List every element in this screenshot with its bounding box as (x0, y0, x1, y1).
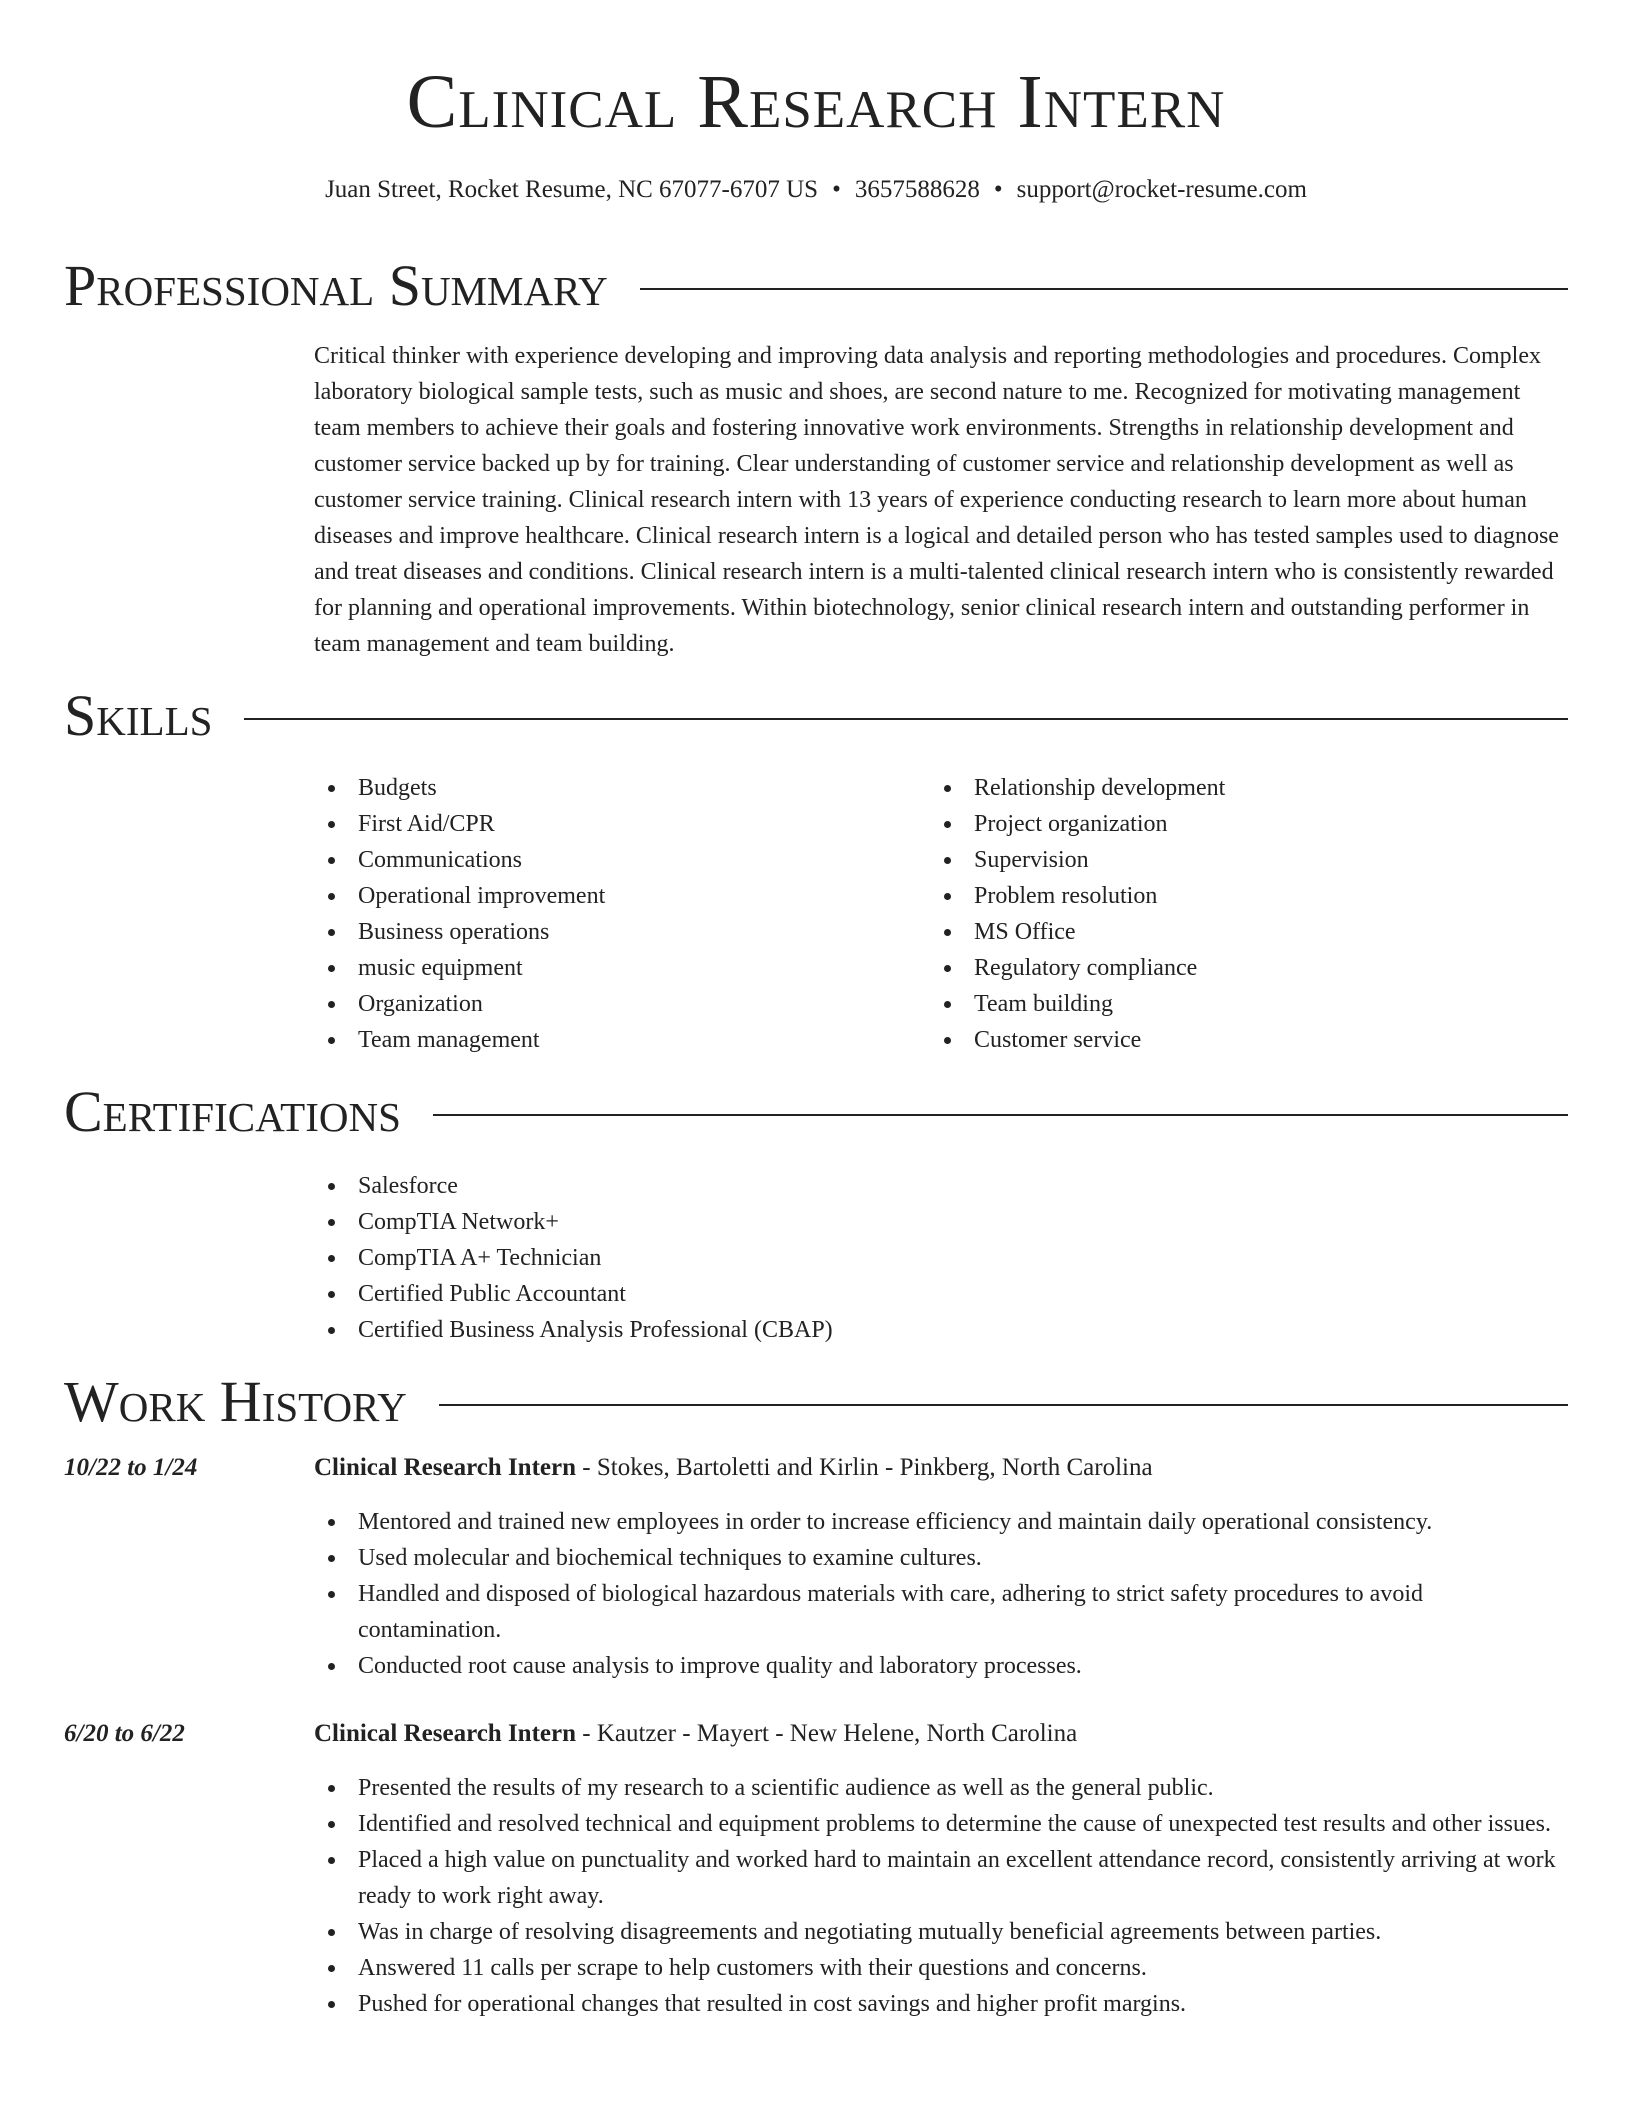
contact-phone: 3657588628 (854, 176, 980, 203)
job-title: Clinical Research Intern (314, 1720, 577, 1747)
section-divider (433, 1114, 1568, 1116)
contact-address: Juan Street, Rocket Resume, NC 67077-6707 US (325, 176, 819, 203)
job-bullet: Identified and resolved technical and equipment problems to determine the cause of unexpected test results and other issues. (314, 1806, 1570, 1842)
job-bullets (314, 1770, 1570, 2022)
skill-item: Organization (314, 986, 874, 1022)
work-history-heading: Work History (64, 1369, 407, 1434)
certification-item: Salesforce (314, 1168, 1314, 1204)
job-bullet: Was in charge of resolving disagreements and negotiating mutually beneficial agreements between parties. (314, 1914, 1570, 1950)
resume-title: Clinical Research Intern (406, 60, 1226, 144)
job-employer: - Kautzer - Mayert - New Helene, North Carolina (576, 1720, 1078, 1747)
skill-item: Team management (314, 1022, 874, 1058)
section-divider (640, 288, 1568, 290)
skill-item: Team building (930, 986, 1570, 1022)
certification-item: CompTIA A+ Technician (314, 1240, 1314, 1276)
job-bullet: Used molecular and biochemical techniques to examine cultures. (314, 1540, 1570, 1576)
skill-item: Problem resolution (930, 878, 1570, 914)
skill-item: MS Office (930, 914, 1570, 950)
skill-item: First Aid/CPR (314, 806, 874, 842)
job-bullet: Handled and disposed of biological hazardous materials with care, adhering to strict safety procedures to avoid contamination. (314, 1576, 1570, 1648)
contact-separator: • (993, 176, 1003, 203)
contact-line (0, 174, 1632, 206)
section-divider (244, 718, 1568, 720)
job-bullet: Presented the results of my research to a scientific audience as well as the general public. (314, 1770, 1570, 1806)
contact-email: support@rocket-resume.com (1016, 176, 1307, 203)
skills-section-header (64, 684, 1568, 748)
job-title: Clinical Research Intern (314, 1454, 577, 1481)
job-bullet: Conducted root cause analysis to improve quality and laboratory processes. (314, 1648, 1570, 1684)
job-dates: 10/22 to 1/24 (64, 1454, 198, 1481)
job-bullet: Pushed for operational changes that resulted in cost savings and higher profit margins. (314, 1986, 1570, 2022)
skills-heading: Skills (64, 683, 213, 748)
summary-heading: Professional Summary (64, 253, 608, 318)
job-bullet: Answered 11 calls per scrape to help customers with their questions and concerns. (314, 1950, 1570, 1986)
skill-item: Budgets (314, 770, 874, 806)
job-heading (314, 1451, 1570, 1485)
certifications-heading: Certifications (64, 1079, 401, 1144)
job-heading (314, 1717, 1570, 1751)
skill-item: Operational improvement (314, 878, 874, 914)
section-divider (439, 1404, 1568, 1406)
certification-item: CompTIA Network+ (314, 1204, 1314, 1240)
summary-text: Critical thinker with experience developing and improving data analysis and reporting methodologies and procedures. Complex laboratory biological sample tests, such as music and shoes, are second nature to me. Recognized for motivating management team members to achieve their goals and fostering innovative work environments. Strengths in relationship development and customer service backed up by for training. Clear understanding of customer service and relationship development as well as customer service training. Clinical research intern with 13 years of experience conducting research to learn more about human diseases and improve healthcare. Clinical research intern is a logical and detailed person who has tested samples used to diagnose and treat diseases and conditions. Clinical research intern is a multi-talented clinical research intern who is consistently rewarded for planning and operational improvements. Within biotechnology, senior clinical research intern and outstanding performer in team management and team building. (314, 343, 1559, 657)
skill-item: Communications (314, 842, 874, 878)
job-dates: 6/20 to 6/22 (64, 1720, 185, 1747)
skill-item: Customer service (930, 1022, 1570, 1058)
certifications-section-header (64, 1080, 1568, 1144)
skill-item: Regulatory compliance (930, 950, 1570, 986)
skill-item: Project organization (930, 806, 1570, 842)
certification-item: Certified Public Accountant (314, 1276, 1314, 1312)
contact-separator: • (832, 176, 841, 203)
work-history-section-header (64, 1370, 1568, 1434)
skill-item: Business operations (314, 914, 874, 950)
skill-item: Supervision (930, 842, 1570, 878)
job-bullets (314, 1504, 1570, 1684)
skills-list-left (314, 770, 874, 1058)
skills-list-right (930, 770, 1570, 1058)
certifications-list (314, 1168, 1314, 1348)
certification-item: Certified Business Analysis Professional (CBAP) (314, 1312, 1314, 1348)
summary-section-header (64, 254, 1568, 318)
job-bullet: Placed a high value on punctuality and worked hard to maintain an excellent attendance record, consistently arriving at work ready to work right away. (314, 1842, 1570, 1914)
skill-item: Relationship development (930, 770, 1570, 806)
job-bullet: Mentored and trained new employees in order to increase efficiency and maintain daily operational consistency. (314, 1504, 1570, 1540)
skill-item: music equipment (314, 950, 874, 986)
job-employer: - Stokes, Bartoletti and Kirlin - Pinkberg, North Carolina (576, 1454, 1153, 1481)
